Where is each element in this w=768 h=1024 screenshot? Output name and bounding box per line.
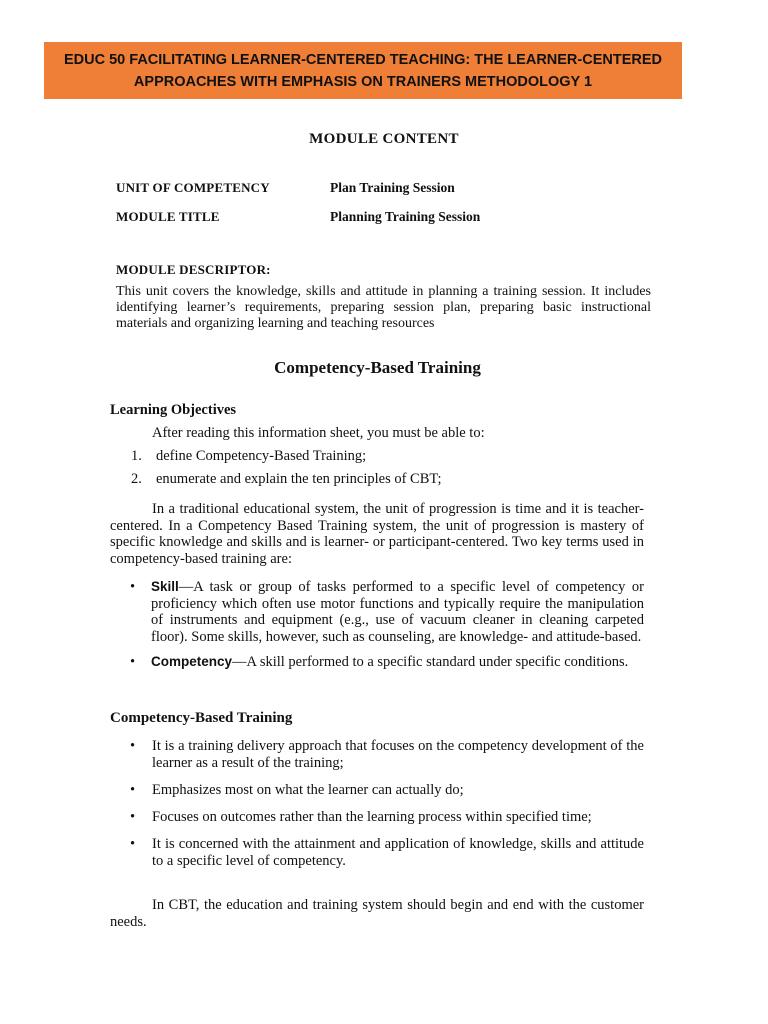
module-content-title: MODULE CONTENT <box>309 131 459 147</box>
list-item <box>130 782 644 799</box>
objective-item <box>131 471 441 488</box>
closing-paragraph: In CBT, the education and training system should begin and end with the customer needs. <box>110 897 644 930</box>
list-item <box>130 738 644 772</box>
bullet: • <box>130 654 136 670</box>
header-line-2: APPROACHES WITH EMPHASIS ON TRAINERS METHODOLOGY 1 <box>133 73 593 90</box>
list-item-text: Emphasizes most on what the learner can actually do; <box>152 782 464 798</box>
bullet: • <box>130 782 136 798</box>
objective-number: 2. <box>131 471 142 487</box>
list-item-text: Focuses on outcomes rather than the learning process within specified time; <box>152 809 592 825</box>
document-header-banner <box>44 42 682 99</box>
objective-text: enumerate and explain the ten principles of CBT; <box>156 471 442 487</box>
list-item <box>130 836 644 870</box>
learning-objectives-intro: After reading this information sheet, you must be able to: <box>152 425 485 441</box>
unit-of-competency-label: UNIT OF COMPETENCY <box>116 180 270 195</box>
objective-text: define Competency-Based Training; <box>156 448 367 464</box>
learning-objectives-heading: Learning Objectives <box>110 402 237 418</box>
key-terms-list <box>130 579 644 680</box>
cbt-list <box>130 738 644 880</box>
header-line-1: EDUC 50 FACILITATING LEARNER-CENTERED TEACHING: THE LEARNER-CENTERED <box>63 51 662 68</box>
term-definition: —A skill performed to a specific standard under specific conditions. <box>232 654 629 670</box>
term-definition: —A task or group of tasks performed to a specific level of competency or proficiency which often use motor functions and typically require the manipulation of instruments and equipment (e.g., use of vacuum cleaner in cleaning carpeted floor). Some skills, however, such as counseling, are knowledge- and attitude-based. <box>151 579 644 645</box>
term-skill: Skill <box>151 579 179 594</box>
module-title-label: MODULE TITLE <box>116 209 220 224</box>
list-item <box>130 654 644 671</box>
objective-item <box>131 448 366 465</box>
bullet: • <box>130 579 136 595</box>
list-item <box>130 579 644 645</box>
list-item <box>130 809 644 826</box>
cbt-heading: Competency-Based Training <box>110 710 293 726</box>
bullet: • <box>130 836 136 852</box>
bullet: • <box>130 738 136 754</box>
module-descriptor-heading: MODULE DESCRIPTOR: <box>116 262 271 277</box>
module-title-value: Planning Training Session <box>330 209 481 224</box>
intro-paragraph: In a traditional educational system, the unit of progression is time and it is teacher-centered. In a Competency Based Training system, the unit of progression is mastery of specific knowledge and skills and is learner- or participant-centered. Two key terms used in competency-based training are: <box>110 501 644 567</box>
module-descriptor-body: This unit covers the knowledge, skills and attitude in planning a training session. It includes identifying learner’s requirements, preparing session plan, preparing basic instructional materials and organizing learning and teaching resources <box>116 284 651 331</box>
section-title: Competency-Based Training <box>274 358 481 377</box>
term-competency: Competency <box>151 654 233 669</box>
list-item-text: It is concerned with the attainment and application of knowledge, skills and attitude to a specific level of competency. <box>152 836 644 869</box>
list-item-text: It is a training delivery approach that focuses on the competency development of the learner as a result of the training; <box>152 738 644 771</box>
objective-number: 1. <box>131 448 142 464</box>
unit-of-competency-value: Plan Training Session <box>330 180 455 195</box>
bullet: • <box>130 809 136 825</box>
